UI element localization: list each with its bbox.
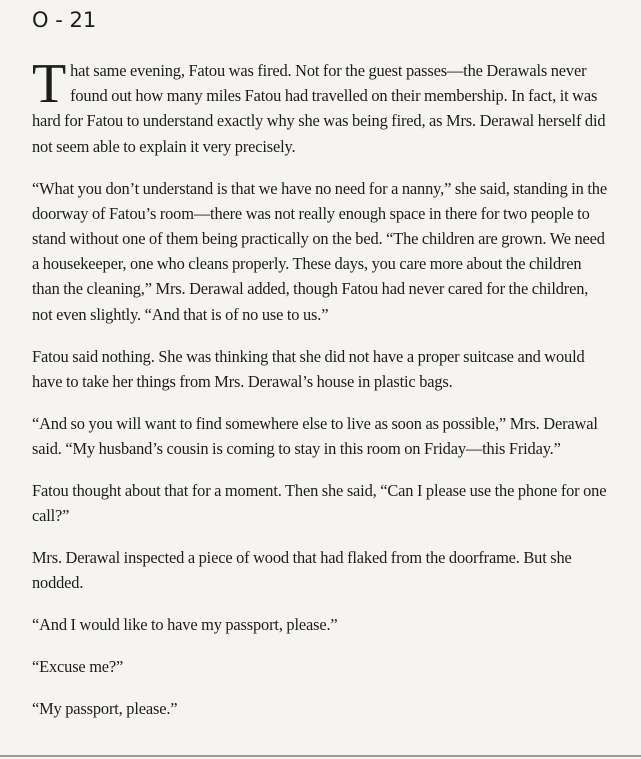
paragraph: “Excuse me?” [32,657,124,677]
chapter-body [32,53,610,738]
paragraph: Fatou said nothing. She was thinking that she did not have a proper suitcase and would have to take her things from Mrs. Derawal’s house in plastic bags. [32,346,585,391]
paragraph: Fatou thought about that for a moment. Then she said, “Can I please use the phone for one call?” [32,481,607,526]
paragraph: Mrs. Derawal inspected a piece of wood that had flaked from the doorframe. But she nodded. [32,548,572,593]
bottom-divider [0,755,641,757]
paragraph-text: hat same evening, Fatou was fired. Not for the guest passes—the Derawals never found out how many miles Fatou had travelled on their membership. In fact, it was hard for Fatou to understand exactly why she was being fired, as Mrs. Derawal herself did not seem able to explain it very precisely. [32,61,606,156]
chapter-title: O - 21 [32,8,97,32]
paragraph [32,53,610,159]
paragraph: “And so you will want to find somewhere else to live as soon as possible,” Mrs. Derawal said. “My husband’s cousin is coming to stay in this room on Friday—this Friday.” [32,413,598,459]
paragraph: “My passport, please.” [32,699,178,719]
paragraph: “And I would like to have my passport, please.” [32,615,338,635]
drop-cap: T [32,53,67,115]
paragraph: “What you don’t understand is that we have no need for a nanny,” she said, standing in the doorway of Fatou’s room—there was not really enough space in there for two people to stand without one of them being practically on the bed. “The children are grown. We need a housekeeper, one who cleans properly. These days, you care more about the children than the cleaning,” Mrs. Derawal added, though Fatou had never cared for the children, not even slightly. “And that is of no use to us.” [32,178,607,324]
